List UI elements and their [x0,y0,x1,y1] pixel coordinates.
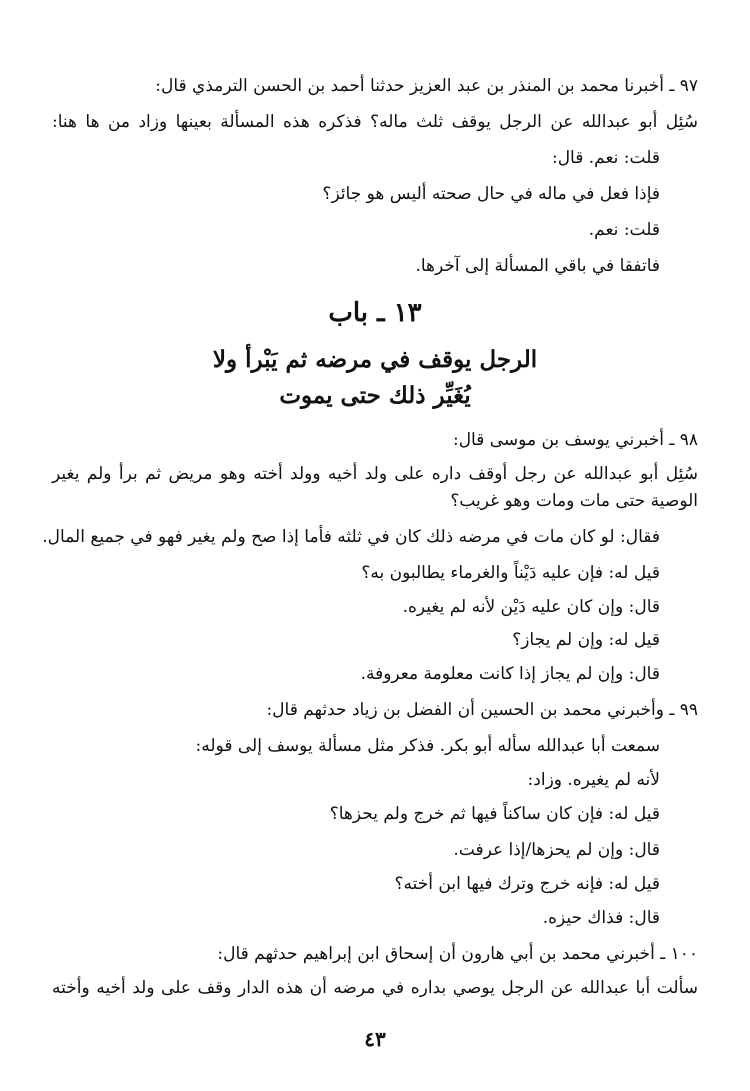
text-line: الوصية حتى مات ومات وهو غريب؟ [450,491,698,511]
hadith-100-header: ١٠٠ ـ أخبرني محمد بن أبي هارون أن إسحاق ابن إبراهيم حدثهم قال: [217,944,698,964]
text-line: قيل له: فإنه خرج وترك فيها ابن أخته؟ [394,874,660,894]
text-line: سألت أبا عبدالله عن الرجل يوصي بداره في مرضه أن هذه الدار وقف على ولد أخيه وأخته [52,978,698,998]
hadith-99-header: ٩٩ ـ وأخبرني محمد بن الحسين أن الفضل بن زياد حدثهم قال: [266,700,698,720]
text-line: فقال: لو كان مات في مرضه ذلك كان في ثلثه فأما إذا صح ولم يغير فهو في جميع المال. [42,527,660,547]
text-line: قيل له: فإن عليه دَيْناً والغرماء يطالبون به؟ [361,563,660,583]
text-line: لأنه لم يغيره. وزاد: [527,770,660,790]
text-line: قال: وإن كان عليه دَيْن لأنه لم يغيره. [402,597,660,617]
chapter-title-line-1: الرجل يوقف في مرضه ثم يَبْرأ ولا [212,346,538,373]
text-line: فاتفقا في باقي المسألة إلى آخرها. [415,256,660,276]
text-line: قال: وإن لم يجاز إذا كانت معلومة معروفة. [360,664,660,684]
text-line: سُئِل أبو عبدالله عن رجل أوقف داره على ولد أخيه وولد أخته وهو مريض ثم برأ ولم يغير [52,464,698,484]
chapter-number: ١٣ ـ باب [328,298,422,328]
hadith-97-header: ٩٧ ـ أخبرنا محمد بن المنذر بن عبد العزيز حدثنا أحمد بن الحسن الترمذي قال: [155,76,698,96]
text-line: سمعت أبا عبدالله سأله أبو بكر. فذكر مثل مسألة يوسف إلى قوله: [195,736,660,756]
hadith-98-header: ٩٨ ـ أخبرني يوسف بن موسى قال: [452,430,698,450]
page-number: ٤٣ [364,1027,386,1051]
text-line: قيل له: فإن كان ساكناً فيها ثم خرج ولم يحزها؟ [329,804,660,824]
text-line: قلت: نعم. قال: [551,148,660,168]
text-line: فإذا فعل في ماله في حال صحته أليس هو جائز؟ [322,184,660,204]
text-line: سُئِل أبو عبدالله عن الرجل يوقف ثلث ماله؟ فذكره هذه المسألة بعينها وزاد من ها هنا: [52,112,698,132]
text-line: قال: وإن لم يحزها/إذا عرفت. [453,840,660,860]
chapter-title-line-2: يُغَيِّر ذلك حتى يموت [279,382,471,409]
text-line: قلت: نعم. [588,220,660,240]
text-line: قال: فذاك حيزه. [542,908,660,928]
text-line: قيل له: وإن لم يجاز؟ [512,630,660,650]
